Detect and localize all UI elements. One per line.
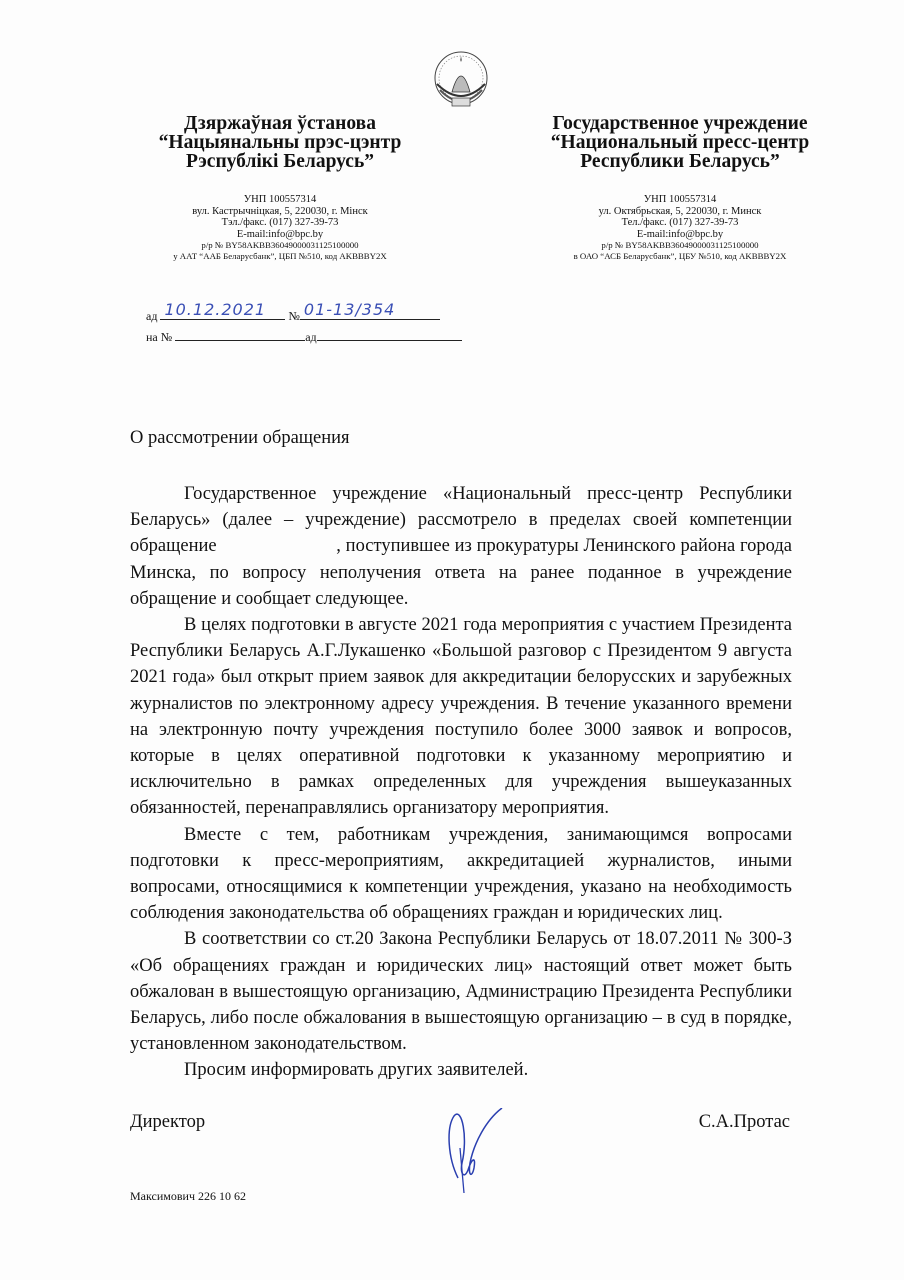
email: E-mail:info@bpc.by [236,228,324,240]
unp: УНП 100557314 [243,194,317,205]
paragraph: В целях подготовки в августе 2021 года мероприятия с участием Президента Республики Беларусь А.Г.Лукашенко «Большой разговор с Президентом 9 августа 2021 года» был открыт прием заявок для аккредитации белорусских и зарубежных журналистов по электронному адресу учреждения. В течение указанного времени на электронную почту учреждения поступило более 3000 заявок и вопросов, которые в целях оперативной подготовки к указанному мероприятию и исключительно в рамках определенных для учреждения вышеуказанных обязанностей, перенаправлялись организатору мероприятия. [130,615,792,819]
handwritten-date: 10.12.2021 [164,300,267,319]
handwritten-number: 01-13/354 [303,300,396,319]
bank-name: у ААТ “ААБ Беларусбанк”, ЦБП №510, код AKBBBY2X [173,251,387,261]
signer-name: С.А.Протас [698,1112,790,1132]
number-field [300,300,440,320]
letter-body [130,481,797,1084]
state-emblem-icon [432,48,490,116]
bank-account: р/р № BY58AKBB36049000031125100000 [201,240,359,250]
paragraph: В соответствии со ст.20 Закона Республики Беларусь от 18.07.2011 № 300-З «Об обращениях граждан и юридических лиц» настоящий ответ может быть обжалован в вышестоящую организацию, Администрацию Президента Республики Беларусь, либо после обжалования в вышестоящую организацию – в суд в порядке, установленном законодательством. [130,929,792,1055]
paragraph: Вместе с тем, работникам учреждения, занимающимся вопросами подготовки к пресс-мероприятиям, аккредитацией журналистов, иными вопросами, относящимися к компетенции учреждения, указано на необходимость соблюдения законодательства об обращениях граждан и юридических лиц. [130,824,792,924]
title-line: Республики Беларусь” [580,151,780,172]
unp: УНП 100557314 [643,194,717,205]
letterhead-title-belarusian [120,114,440,171]
phone: Тэл./факс. (017) 327-39-73 [221,217,339,228]
title-line: Государственное учреждение [552,113,808,134]
executor-contact: Максимович 226 10 62 [130,1189,246,1203]
bank-name: в ОАО “АСБ Беларусбанк”, ЦБУ №510, код AKBBBY2X [573,251,787,261]
phone: Тел./факс. (017) 327-39-73 [621,217,739,228]
handwritten-signature-icon [440,1108,520,1193]
title-line: “Нацыянальны прэс-цэнтр [158,132,402,153]
ref-number-field [175,326,305,341]
ref-number-label: на № [146,330,173,344]
address: вул. Кастрычніцкая, 5, 220030, г. Мінск [192,205,368,217]
date-field [160,300,285,320]
paragraph: Государственное учреждение «Национальный пресс-центр Республики Беларусь» (далее – учреждение) рассмотрело в пределах своей компетенции обращение , поступившее из прокуратуры Ленинского района города Минска, по вопросу неполучения ответа на ранее поданное в учреждение обращение и сообщает следующее. [130,484,797,609]
date-label: ад [146,309,158,323]
address: ул. Октябрьская, 5, 220030, г. Минск [598,205,762,217]
ref-date-field [317,326,462,341]
ref-date-label: ад [305,330,317,344]
title-line: Рэспублікі Беларусь” [185,151,375,172]
number-label: № [288,309,300,323]
letter-subject: О рассмотрении обращения [130,428,350,448]
signer-position: Директор [130,1112,206,1132]
email: E-mail:info@bpc.by [636,228,724,240]
requisites-belarusian [120,194,440,262]
requisites-russian [520,194,840,262]
outgoing-registration [146,300,440,324]
bank-account: р/р № BY58AKBB36049000031125100000 [601,240,759,250]
letterhead-title-russian [520,114,840,171]
incoming-reference [146,326,462,345]
title-line: Дзяржаўная ўстанова [184,113,376,134]
paragraph: Просим информировать других заявителей. [184,1060,529,1081]
title-line: “Национальный пресс-центр [550,132,810,153]
